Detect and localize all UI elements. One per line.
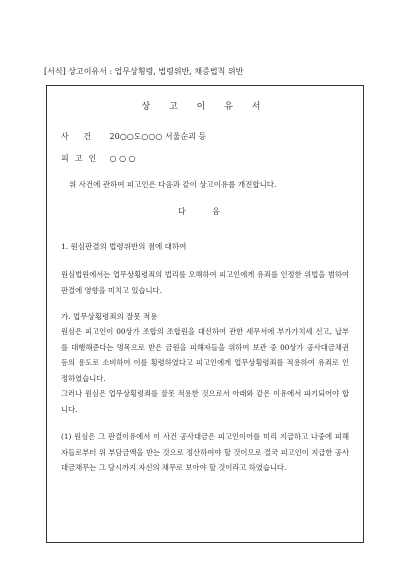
defendant-field bbox=[61, 153, 136, 164]
case-label: 사 건 bbox=[61, 132, 97, 141]
document-title: 상 고 이 유 서 bbox=[141, 102, 269, 112]
da-eum-heading: 다 음 bbox=[178, 207, 232, 216]
sub-a-paragraph-1: 원심은 피고인이 00상가 조합의 조합원을 대신하여 관한 세무서에 부가가치세 신고, 납부를 대행해준다는 명목으로 받은 금원을 피해자들을 위하여 보관 중 00상가 공사대금채권 등의 용도로 소비하여 이를 횡령하였다고 피고인에게 업무상횡령죄를 적용하여 유죄로 인정하였습니다. bbox=[61, 327, 349, 383]
defendant-value: ○ ○ ○ bbox=[109, 154, 136, 163]
document-header: [서식] 상고이유서 : 업무상횡령, 법령위반, 채증법칙 위반 bbox=[44, 67, 244, 76]
case-field bbox=[61, 131, 206, 142]
intro-statement: 위 사건에 관하여 피고인은 다음과 같이 상고이유를 개진합니다. bbox=[69, 180, 277, 189]
sub-a-body bbox=[61, 324, 349, 417]
section1-heading: 1. 원심판결의 법령위반의 점에 대하여 bbox=[61, 242, 187, 251]
case-value: 20○○도○○○ 서울순괴 등 bbox=[109, 132, 207, 141]
defendant-label: 피고인 bbox=[61, 154, 103, 163]
item1-body: (1) 원심은 그 판결이유에서 이 사건 공사대금은 피고인이어를 미리 지급하고 나중에 피해자들로부터 위 부담금액을 받는 것으로 정산하여야 할 것이므로 결국 피고인이 지급한 공사대금채무는 그 당시까지 자신의 채무로 보아야 할 것이라고 하였습니다. bbox=[61, 432, 349, 472]
sub-a-paragraph-2: 그러나 원심은 업무상횡령죄를 잘못 적용한 것으로서 아래와 같은 이유에서 파기되어야 합니다. bbox=[61, 389, 349, 414]
sub-a-heading: 가. 업무상횡령죄의 잘못 적용 bbox=[61, 312, 158, 321]
section1-body: 원심법원에서는 업무상횡령죄의 법리를 오해하여 피고인에게 유죄를 인정한 위법을 범하여 판결에 영향을 미치고 있습니다. bbox=[61, 270, 349, 295]
appeal-document bbox=[46, 85, 364, 543]
